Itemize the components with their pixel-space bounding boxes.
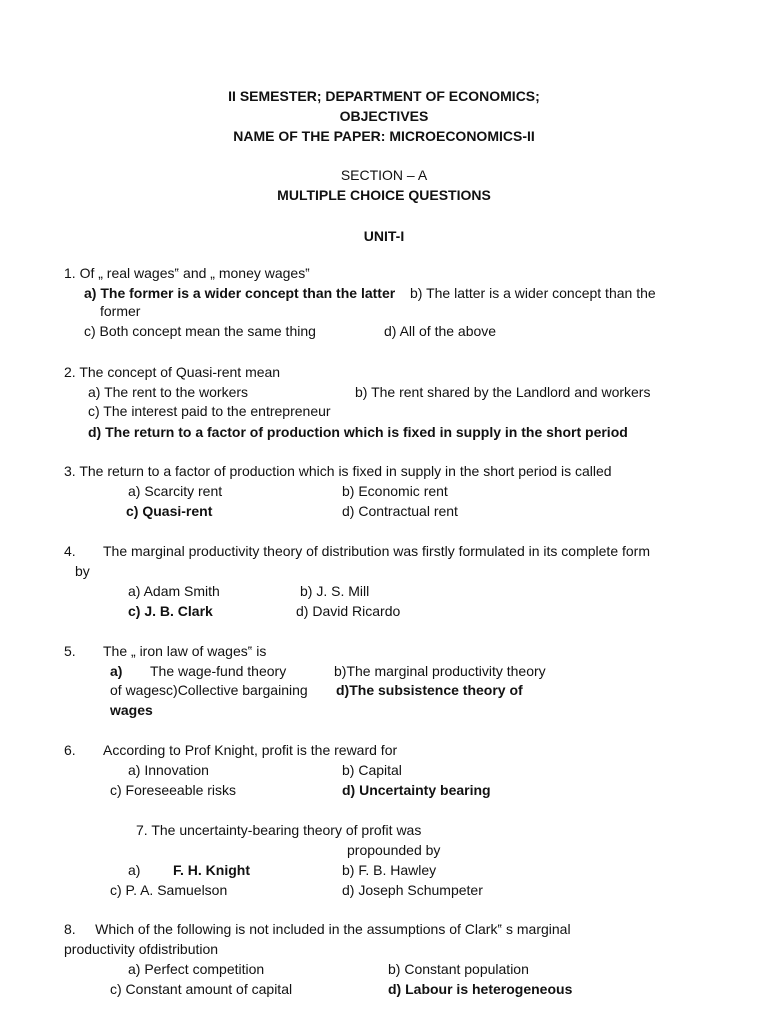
question-2-option-d: d) The return to a factor of production which is fixed in supply in the short period xyxy=(88,424,628,440)
question-7-option-d: d) Joseph Schumpeter xyxy=(342,882,483,898)
question-4-number: 4. xyxy=(64,543,76,559)
question-4-stem: The marginal productivity theory of distribution was firstly formulated in its complete form xyxy=(103,543,650,559)
question-4-option-d: d) David Ricardo xyxy=(296,603,401,619)
question-6-number: 6. xyxy=(64,742,76,758)
question-6-option-d: d) Uncertainty bearing xyxy=(342,782,491,798)
question-4-option-b: b) J. S. Mill xyxy=(300,583,370,599)
question-4-option-a: a) Adam Smith xyxy=(128,583,220,599)
question-1-option-b: b) The latter is a wider concept than the xyxy=(410,285,656,301)
question-3-option-c: c) Quasi-rent xyxy=(126,503,213,519)
question-3-option-d: d) Contractual rent xyxy=(342,503,458,519)
question-5-option-c: of wagesc)Collective bargaining xyxy=(110,682,308,698)
question-6-stem: According to Prof Knight, profit is the reward for xyxy=(103,742,398,758)
doc-header-objectives: OBJECTIVES xyxy=(339,108,429,124)
question-5-stem: The „ iron law of wages‟ is xyxy=(103,643,267,659)
question-2-stem: 2. The concept of Quasi-rent mean xyxy=(64,364,281,380)
question-1-stem: 1. Of „ real wages‟ and „ money wages‟ xyxy=(64,265,310,281)
mcq-heading: MULTIPLE CHOICE QUESTIONS xyxy=(277,187,491,203)
question-5-option-a-label: a) xyxy=(110,663,123,679)
question-1-option-c: c) Both concept mean the same thing xyxy=(84,323,316,339)
question-8-option-a: a) Perfect competition xyxy=(128,961,265,977)
question-5-option-b: b)The marginal productivity theory xyxy=(334,663,546,679)
question-3-option-b: b) Economic rent xyxy=(342,483,448,499)
question-2-option-c: c) The interest paid to the entrepreneur xyxy=(88,403,331,419)
question-7-stem-cont: propounded by xyxy=(347,842,441,858)
question-5-option-d-cont: wages xyxy=(110,702,153,718)
doc-header-semester: II SEMESTER; DEPARTMENT OF ECONOMICS; xyxy=(228,88,540,104)
question-8-option-b: b) Constant population xyxy=(388,961,529,977)
question-7-option-c: c) P. A. Samuelson xyxy=(110,882,228,898)
question-5-number: 5. xyxy=(64,643,76,659)
unit-heading: UNIT-I xyxy=(363,228,405,244)
question-5-option-d: d)The subsistence theory of xyxy=(336,682,523,698)
section-heading: SECTION – A xyxy=(340,167,428,183)
question-4-stem-cont: by xyxy=(75,563,90,579)
question-7-option-a: F. H. Knight xyxy=(173,862,250,878)
question-6-option-c: c) Foreseeable risks xyxy=(110,782,237,798)
question-5-option-a: The wage-fund theory xyxy=(150,663,287,679)
question-3-option-a: a) Scarcity rent xyxy=(128,483,223,499)
question-7-stem: 7. The uncertainty-bearing theory of profit was xyxy=(136,822,422,838)
question-6-option-a: a) Innovation xyxy=(128,762,209,778)
question-7-option-b: b) F. B. Hawley xyxy=(342,862,437,878)
question-4-option-c: c) J. B. Clark xyxy=(128,603,213,619)
question-6-option-b: b) Capital xyxy=(342,762,402,778)
question-1-option-b-cont: former xyxy=(100,303,141,319)
question-2-option-a: a) The rent to the workers xyxy=(88,384,249,400)
question-1-option-a: a) The former is a wider concept than the latter xyxy=(84,285,396,301)
question-1-option-d: d) All of the above xyxy=(384,323,497,339)
question-8-option-c: c) Constant amount of capital xyxy=(110,981,293,997)
question-8-stem-cont: productivity ofdistribution xyxy=(64,941,219,957)
doc-header-paper-name: NAME OF THE PAPER: MICROECONOMICS-II xyxy=(233,128,535,144)
question-3-stem: 3. The return to a factor of production which is fixed in supply in the short period is called xyxy=(64,463,612,479)
question-8-stem: 8. Which of the following is not included in the assumptions of Clark‟ s marginal xyxy=(64,921,571,937)
question-7-option-a-label: a) xyxy=(128,862,141,878)
question-8-option-d: d) Labour is heterogeneous xyxy=(388,981,573,997)
question-2-option-b: b) The rent shared by the Landlord and workers xyxy=(355,384,651,400)
